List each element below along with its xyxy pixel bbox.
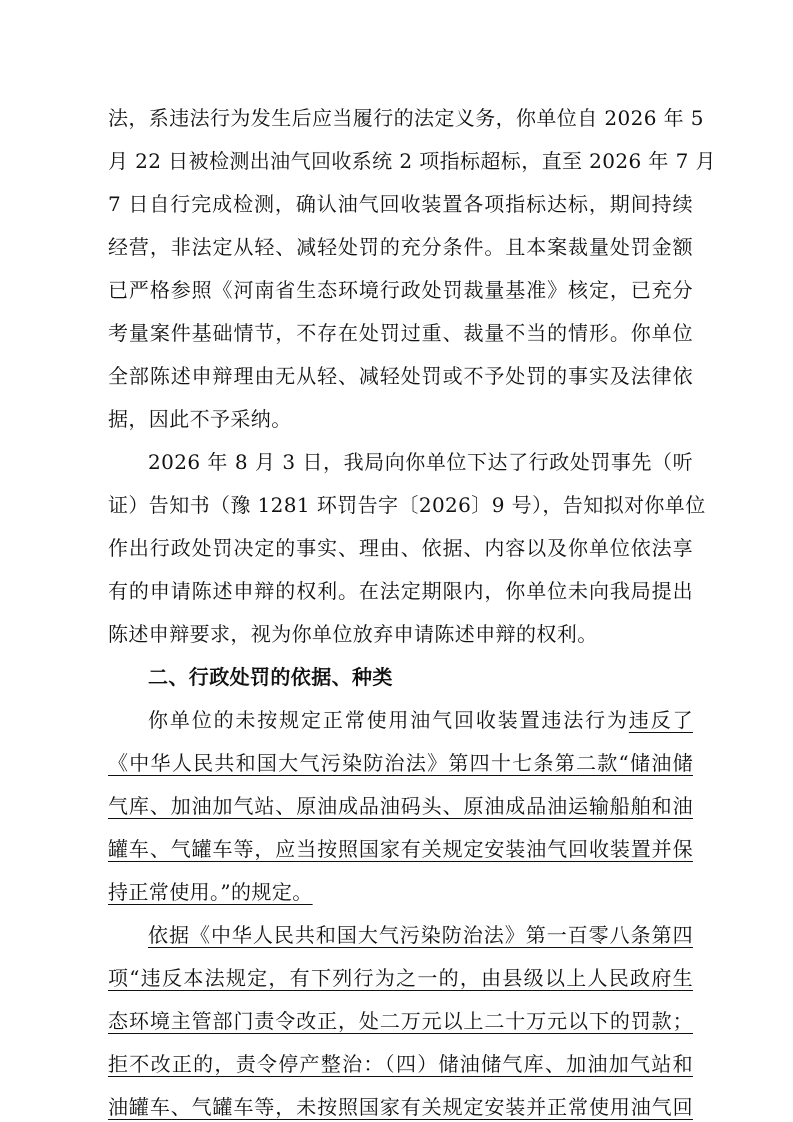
underlined-text-line: 依据《中华人民共和国大气污染防治法》第一百零八条第四 [148,923,693,947]
body-text-line: 2026 年 8 月 3 日，我局向你单位下达了行政处罚事先（听 [148,450,693,474]
underlined-text-line: 罐车、气罐车等，应当按照国家有关规定安装油气回收装置并保 [108,837,693,861]
body-text-line: 据，因此不予采纳。 [108,407,292,431]
body-text-line: 作出行政处罚决定的事实、理由、依据、内容以及你单位依法享 [108,536,693,560]
body-text-line: 陈述申辩要求，视为你单位放弃申请陈述申辩的权利。 [108,622,598,646]
body-text-line: 经营，非法定从轻、减轻处罚的充分条件。且本案裁量处罚金额 [108,235,693,259]
section-heading: 二、行政处罚的依据、种类 [148,665,393,689]
body-text-line: 有的申请陈述申辩的权利。在法定期限内，你单位未向我局提出 [108,579,693,603]
body-text-line: 法，系违法行为发生后应当履行的法定义务，你单位自 2026 年 5 [108,106,704,130]
underlined-text-segment: 违反了 [628,708,693,732]
body-text-line: 已严格参照《河南省生态环境行政处罚裁量基准》核定，已充分 [108,278,693,302]
underlined-text-segment: 持正常使用。”的规定。 [108,880,313,904]
underlined-text-line: 《中华人民共和国大气污染防治法》第四十七条第二款“储油储 [108,751,693,775]
body-text-line: 考量案件基础情节，不存在处罚过重、裁量不当的情形。你单位 [108,321,693,345]
body-text-segment: 你单位的未按规定正常使用油气回收装置违法行为 [148,708,629,732]
underlined-text-line: 气库、加油加气站、原油成品油码头、原油成品油运输船舶和油 [108,794,693,818]
body-text-line: 7 日自行完成检测，确认油气回收装置各项指标达标，期间持续 [108,192,693,216]
body-text-line [148,706,693,734]
underlined-text-line: 拒不改正的，责令停产整治：（四）储油储气库、加油加气站和 [108,1052,693,1076]
underlined-text-line: 项“违反本法规定，有下列行为之一的，由县级以上人民政府生 [108,966,693,990]
body-text-line: 全部陈述申辩理由无从轻、减轻处罚或不予处罚的事实及法律依 [108,364,693,388]
underlined-text-line: 态环境主管部门责令改正，处二万元以上二十万元以下的罚款； [108,1009,693,1033]
body-text-line: 证）告知书（豫 1281 环罚告字〔2026〕9 号），告知拟对你单位 [108,493,706,517]
underlined-text-line: 油罐车、气罐车等，未按照国家有关规定安装并正常使用油气回 [108,1095,693,1119]
underlined-text-line [108,878,693,906]
body-text-line: 月 22 日被检测出油气回收系统 2 项指标超标，直至 2026 年 7 月 [108,149,716,173]
